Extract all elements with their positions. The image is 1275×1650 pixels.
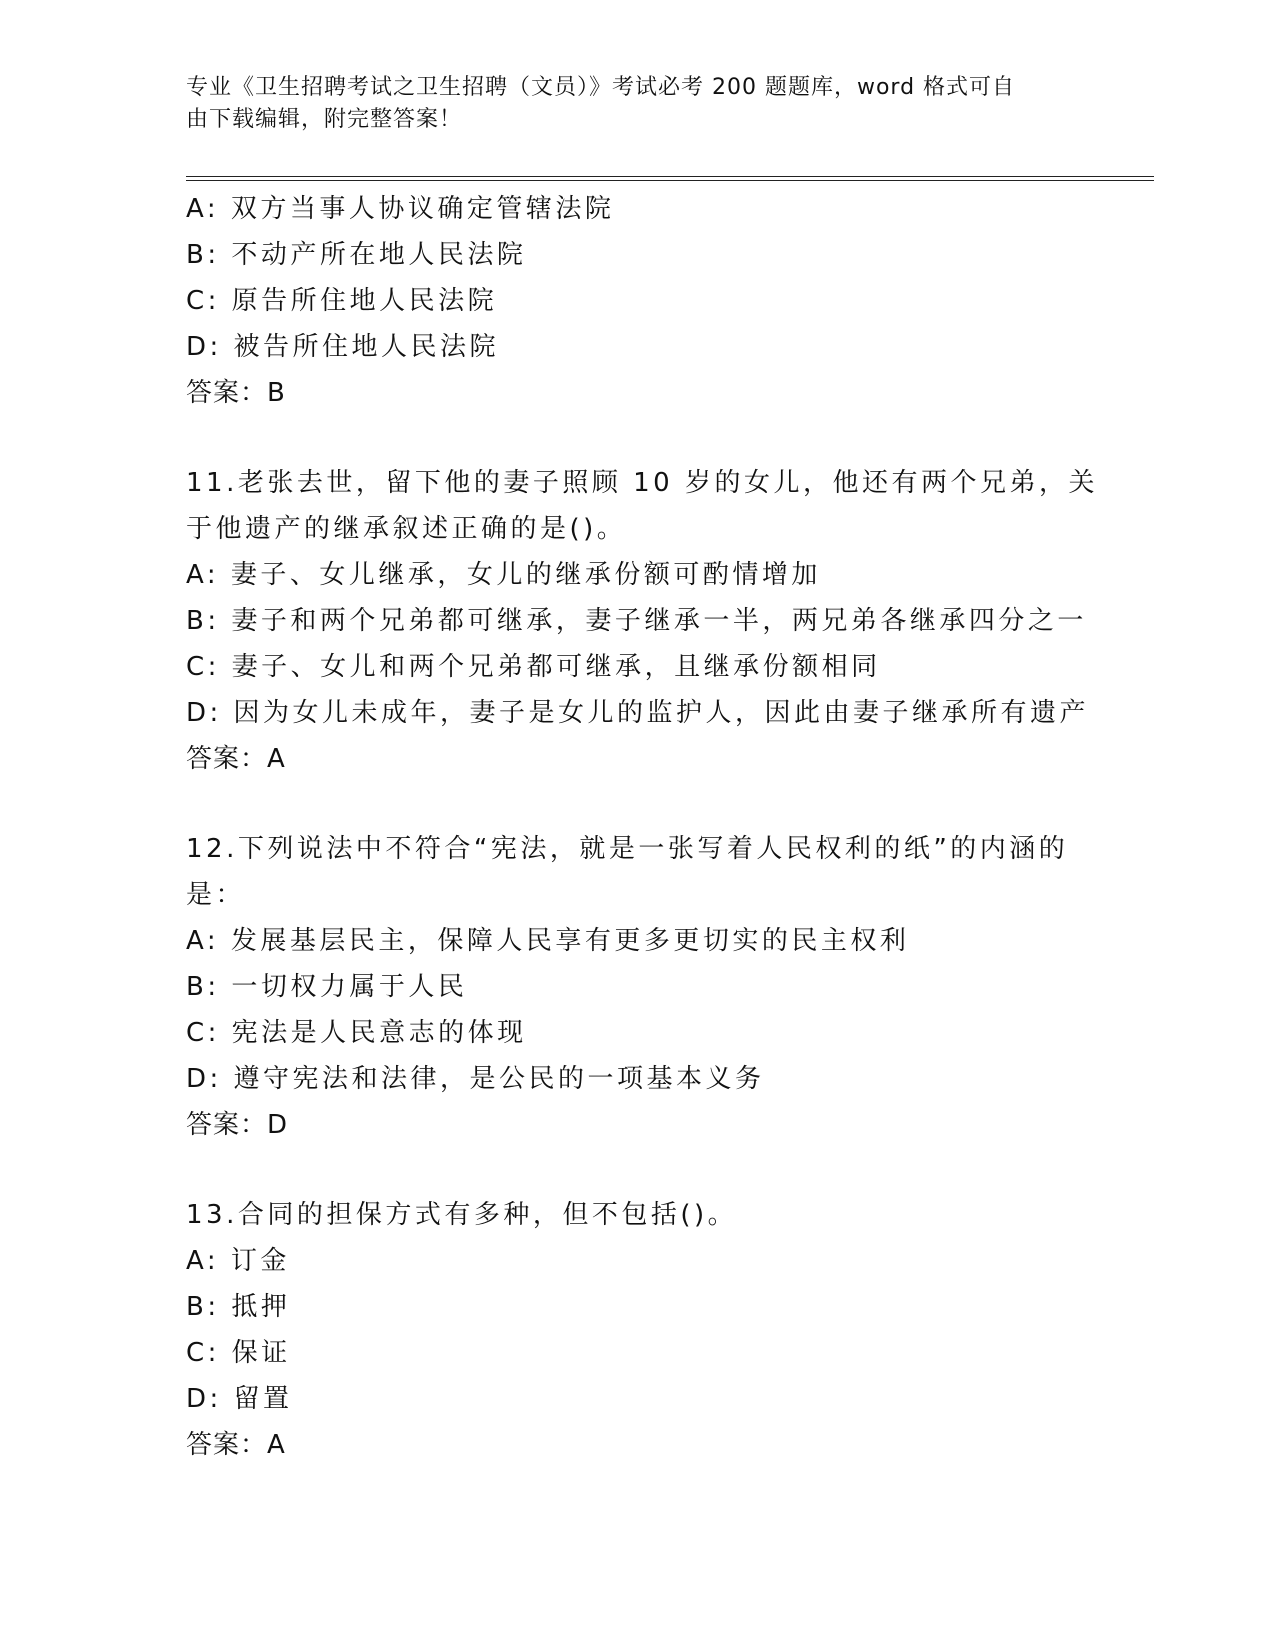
header-divider [186,176,1154,181]
option-d: D: 遵守宪法和法律，是公民的一项基本义务 [186,1064,765,1094]
answer-line: 答案：D [186,1110,289,1140]
question-carryover [186,186,1086,416]
option-c: C: 原告所住地人民法院 [186,286,498,316]
option-a: A: 双方当事人协议确定管辖法院 [186,194,615,224]
option-c: C: 妻子、女儿和两个兄弟都可继承，且继承份额相同 [186,652,881,682]
option-c: C: 宪法是人民意志的体现 [186,1018,527,1048]
question-11 [186,460,1098,782]
option-b: B: 不动产所在地人民法院 [186,240,527,270]
header-intro-line-1: 专业《卫生招聘考试之卫生招聘（文员）》考试必考 200 题题库，word 格式可自 [186,75,1016,100]
question-list [186,186,1098,1468]
option-d: D: 被告所住地人民法院 [186,332,500,362]
option-b: B: 妻子和两个兄弟都可继承，妻子继承一半，两兄弟各继承四分之一 [186,606,1087,636]
option-a: A: 订金 [186,1246,290,1276]
question-text-line: 是： [186,880,246,910]
question-text-line: 于他遗产的继承叙述正确的是()。 [186,514,627,544]
answer-line: 答案：B [186,378,286,408]
option-d: D: 因为女儿未成年，妻子是女儿的监护人，因此由妻子继承所有遗产 [186,698,1090,728]
answer-line: 答案：A [186,1430,286,1460]
question-text-line: 12.下列说法中不符合“宪法，就是一张写着人民权利的纸”的内涵的 [186,834,1069,864]
question-12 [186,826,1086,1148]
option-c: C: 保证 [186,1338,291,1368]
question-text-line: 13.合同的担保方式有多种，但不包括()。 [186,1200,738,1230]
answer-line: 答案：A [186,744,286,774]
option-d: D: 留置 [186,1384,293,1414]
option-b: B: 抵押 [186,1292,291,1322]
option-b: B: 一切权力属于人民 [186,972,468,1002]
option-a: A: 妻子、女儿继承，女儿的继承份额可酌情增加 [186,560,821,590]
document-header [186,72,1066,136]
header-intro-line-2: 由下载编辑，附完整答案！ [186,107,463,132]
option-a: A: 发展基层民主，保障人民享有更多更切实的民主权利 [186,926,910,956]
question-13 [186,1192,1086,1468]
question-text-line: 11.老张去世，留下他的妻子照顾 10 岁的女儿，他还有两个兄弟，关 [186,468,1098,498]
